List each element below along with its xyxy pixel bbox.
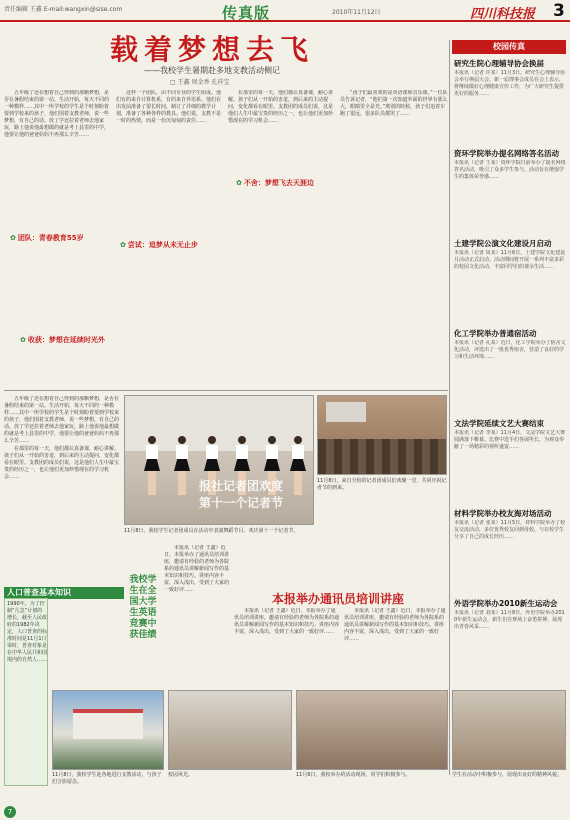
lead-article-paragraph: 在那里的每一天，他们都认真备课，耐心讲解。孩子们从一开始的害羞，到后来的主动提问，变化都看在眼里。支教团的成员们说，这是他们人生中最宝贵的经历之一，也让他们更加珍惜现在的学习机会…… (228, 90, 334, 124)
gathering-photo (317, 395, 447, 475)
second-article-col2: 本报讯（记者 王鑫）近日，本报举办了通讯员培训讲座，邀请有经验的老师为各院系的通讯员讲解新闻写作的基本知识和技巧。讲座内容丰富，深入浅出，受到了大家的一致好评…… (234, 608, 340, 635)
census-box-title: 人口普查基本知识 (4, 587, 124, 599)
dancer-figure (145, 436, 159, 506)
lead-article-title: 载着梦想去飞 (109, 33, 314, 66)
lead-article-subhead-3: ✿ 不舍：梦想飞去天涯边 (236, 179, 314, 187)
page-number: 3 (553, 1, 565, 21)
page-badge: 7 (4, 806, 16, 818)
photo-caption: 11月8日，来自全校的记者团成员们欢聚一堂，共同庆祝记者节的到来。 (317, 478, 447, 491)
lead-article-col4 (340, 90, 448, 390)
section-title: 传真版 (222, 4, 271, 22)
column-divider (449, 40, 450, 775)
second-article-col1: 本报讯（记者 王鑫）近日，本报举办了通讯员培训讲座，邀请有经验的老师为各院系的通讯员讲解新闻写作的基本知识和技巧。讲座内容丰富，深入浅出，受到了大家的一致好评…… (164, 545, 230, 593)
vertical-headline: 我校学生在全国大学生英语竞赛中获佳绩 (129, 575, 157, 640)
lead-article-subhead-1: ✿ 团队：青春教育55岁 (10, 234, 84, 242)
editor-info: 责任编辑 王鑫 E-mail:wangxin@sise.com (4, 6, 123, 13)
lead-article-continued: 五年级了还在想着自己得到的那颗梦想，是否在暑假结束的第一站。生活开始，每天不同的一种模样……其中一所学校的学生是个时刻盼着要到学校来的孩子，他们围着支教老师，说一些梦想，有自己的话。放了学还拉着老师去他家玩，路上他说他最想做的就是考上县里的中学，他要让他的爸爸妈妈不再那么辛苦…… 在那里的每一天，他们都认真备课，耐心讲解。孩子们从一开始的害羞，到后来的主动提问，变化都看在眼里。支教团的成员们说，这是他们人生中最宝贵的经历之一，也让他们更加珍惜现在的学习机会…… (4, 396, 120, 480)
lead-article-subhead-4: ✿ 收获：梦想在延续时光外 (20, 336, 105, 344)
campus-news-headline: 文法学院延续文艺大赛结束 (454, 419, 544, 428)
campus-news-body: 本报讯（记者 刘某）11月8日，外语学院举办2010年新生运动会，新生们在赛场上奋勇拼搏，展现出青春风采…… (454, 610, 565, 630)
second-article-title: 本报举办通讯员培训讲座 (271, 592, 404, 606)
campus-news-banner: 校园传真 (452, 40, 566, 54)
lead-article-col3 (228, 90, 336, 390)
campus-news-headline: 研究生院心理辅导协会换届 (454, 59, 544, 68)
lead-article-subhead-2: ✿ 尝试：追梦从未无止步 (120, 241, 198, 249)
teaching-photo (52, 690, 164, 770)
divider (4, 390, 448, 391)
lead-article-byline: □ 王鑫 周金香 孔祥宝 (170, 79, 230, 86)
campus-photo (168, 690, 292, 770)
crowd (318, 439, 446, 474)
projection-screen (326, 402, 366, 422)
photo-caption: 校园风光。 (168, 772, 194, 778)
building (73, 709, 143, 739)
photo-caption: 11月6日，我校举办的活动现场，同学们积极参与。 (296, 772, 411, 778)
second-article-col3: 本报讯（记者 王鑫）近日，本报举办了通讯员培训讲座，邀请有经验的老师为各院系的通讯员讲解新闻写作的基本知识和技巧。讲座内容丰富，深入浅出，受到了大家的一致好评…… (344, 608, 446, 642)
photo-caption: 11月8日，我校学生赴各地进行支教活动，与孩子们合影留念。 (52, 772, 162, 785)
lead-article-subtitle: ——我校学生暑期赴多地支教活动侧记 (144, 66, 280, 75)
campus-news-body: 本报讯（记者 周某）11月6日，土建学院文化建设月活动正式启动。活动期间将开展一系列丰富多彩的校园文化活动，丰富同学们的课余生活…… (454, 250, 566, 270)
event-photo (296, 690, 448, 770)
lead-article-paragraph: 这样一个团队，由不同专业的学生组成。他们有的来自计算机系，有的来自外语系。他们在出发前准备了很长时间，制订了详细的教学计划，准备了各种各样的教具。他们说，支教不是一时的热情，而是一份沉甸甸的责任…… (116, 90, 222, 124)
page-header (0, 0, 570, 22)
lead-article-paragraph: 五年级了还在想着自己得到的那颗梦想，是否在暑假结束的第一站。生活开始，每天不同的一种模样……其中一所学校的学生是个时刻盼着要到学校来的孩子，他们围着支教老师，说一些梦想，有自己的话。放了学还拉着老师去他家玩，路上他说他最想做的就是考上县里的中学，他要让他的爸爸妈妈不再那么辛苦…… (4, 90, 110, 138)
newspaper-name: 四川科技报 (470, 7, 536, 22)
campus-news-body: 本报讯（记者 许某）11月3日，研究生心理辅导协会举行换届大会。新一届理事会成员在会上表示，将继续做好心理健康宣传工作，为广大研究生提供更好的服务…… (454, 70, 566, 97)
photo-overlay-title: 报社记者团欢度 第十一个记者节 (198, 479, 283, 510)
leaf-icon: ✿ (10, 234, 16, 242)
campus-news-body: 本报讯（记者 王某）资环学院日前举办了提名网络答名活动，吸引了众多学生参与。活动旨在增强学生的集体荣誉感…… (454, 160, 566, 180)
leaf-icon: ✿ (120, 241, 126, 249)
leaf-icon: ✿ (236, 179, 242, 187)
campus-news-body: 本报讯（记者 张某）11月5日，材料学院举办了校友交流活动，多位优秀校友回到母校，与在校学生分享了自己的成长经历…… (454, 520, 566, 540)
campus-news-headline: 资环学院举办提名网络答名活动 (454, 149, 559, 158)
lead-article-paragraph: “孩子们最喜欢的是英语课和音乐课。”一位队员告诉记者，“他们第一次知道外面的世界有那么大，眼睛里全是光。”离别的时候，孩子们追着车跑了很远，很多队员都哭了…… (340, 90, 448, 117)
campus-news-body: 本报讯（记者 李某）11月4日，文法学院文艺大赛圆满落下帷幕。比赛中选手们各展所长，为观众奉献了一场精彩的视听盛宴…… (454, 430, 566, 450)
campus-news-headline: 土建学院公演文化建设月启动 (454, 239, 552, 248)
leaf-icon: ✿ (20, 336, 26, 344)
photo-caption: 11月8日，我校学生记者团成员在活动中表演舞蹈节目，欢庆第十一个记者节。 (124, 528, 299, 534)
campus-news-headline: 化工学院举办普通宿活动 (454, 329, 537, 338)
photo-caption: 学生在活动中积极参与，展现出良好的精神风貌。 (452, 772, 563, 778)
census-knowledge-box (4, 598, 48, 786)
activity-photo (452, 690, 566, 770)
campus-news-headline: 外语学院举办2010新生运动会 (454, 599, 558, 608)
campus-news-headline: 材料学院举办校友海对场活动 (454, 509, 552, 518)
census-box-text: 1990年，为了控制“几急”计划的增长，截至人民政府的1982年决定，人口普查的标准时间是11月1日零时，普查对象是在中华人民共和国境内的自然人…… (7, 601, 47, 663)
campus-news-body: 本报讯（记者 孔某）近日，化工学院举办了宿舍文化活动，评选出了一批优秀宿舍，营造了良好的学习和生活环境…… (454, 340, 566, 360)
issue-date: 2010年11月12日 (332, 9, 381, 16)
